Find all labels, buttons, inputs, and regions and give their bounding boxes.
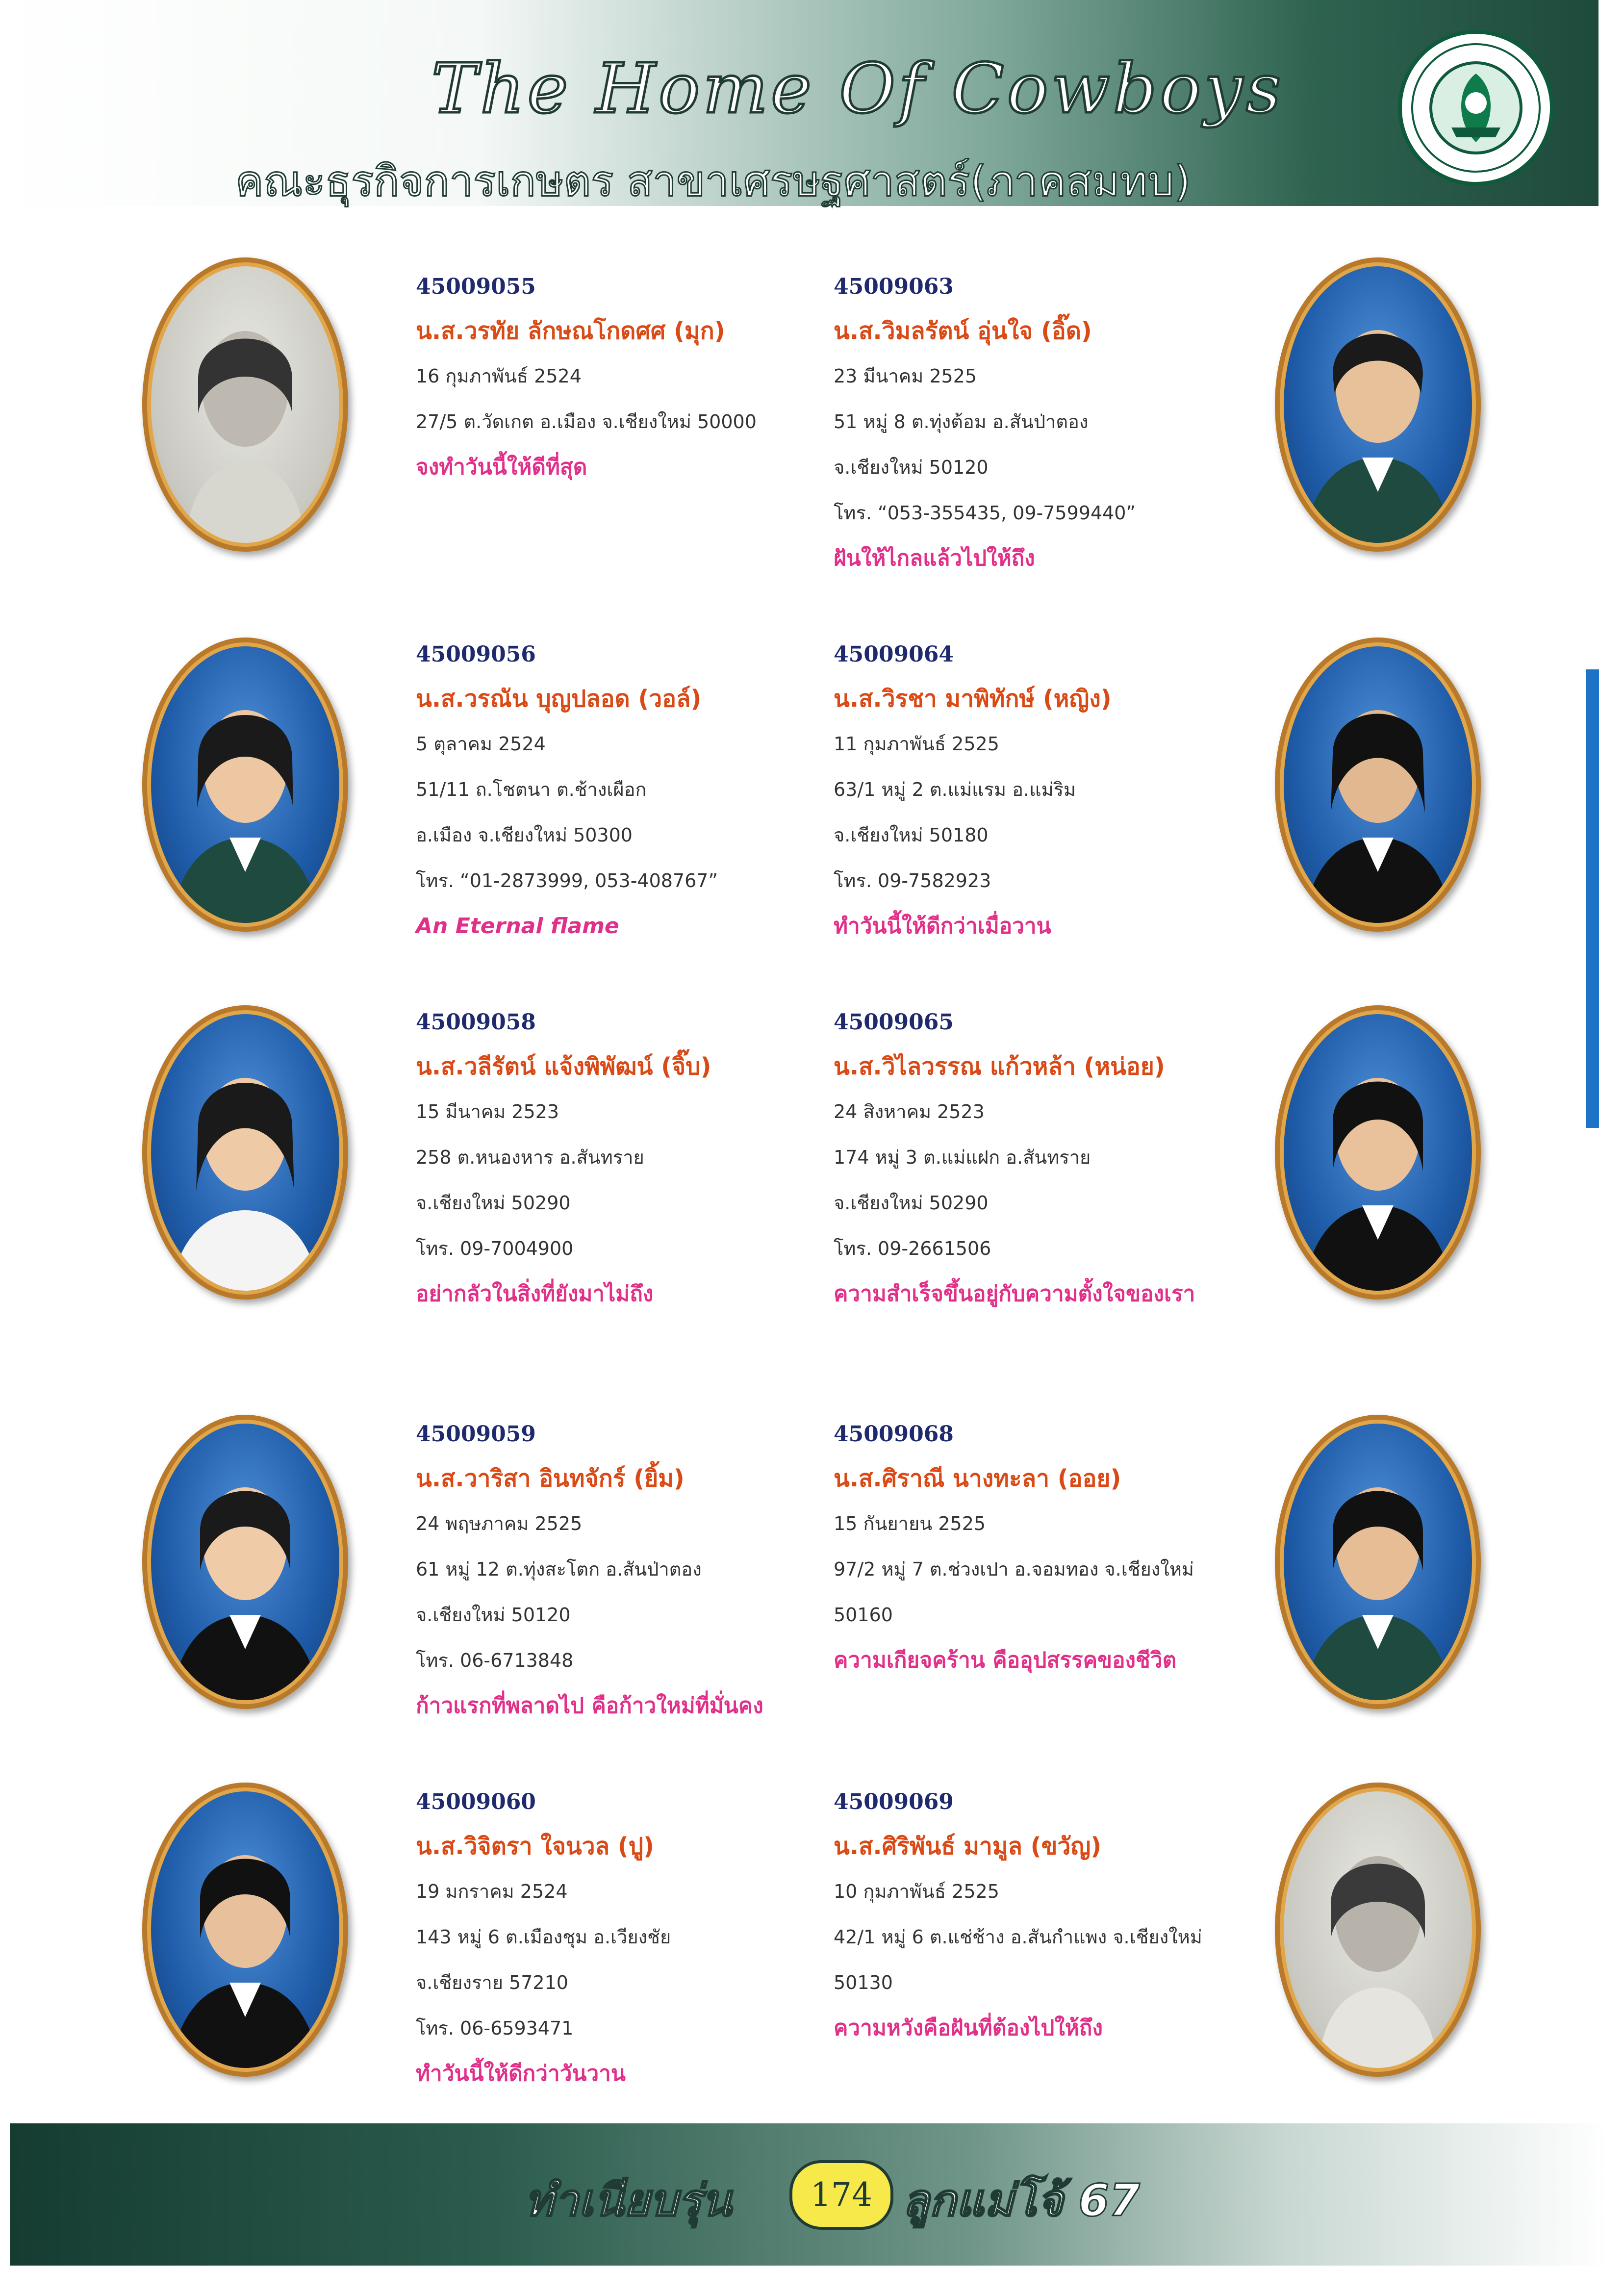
student-card-45009069 — [834, 1785, 1206, 2057]
student-province: จ.เชียงใหม่ 50290 — [416, 1192, 571, 1214]
student-address: 97/2 หมู่ 7 ต.ช่วงเปา อ.จอมทอง จ.เชียงใหม่ — [834, 1558, 1194, 1580]
student-birthdate: 15 มีนาคม 2523 — [416, 1101, 559, 1122]
student-province: จ.เชียงใหม่ 50180 — [834, 824, 989, 846]
footer-title-right: ลูกแม่โจ้ 67 — [902, 2175, 1140, 2226]
student-photo-45009064 — [1275, 638, 1481, 932]
student-phone: โทร. 09-7004900 — [416, 1238, 574, 1259]
student-birthdate: 10 กุมภาพันธ์ 2525 — [834, 1881, 999, 1902]
student-birthdate: 5 ตุลาคม 2524 — [416, 733, 546, 755]
student-motto: ฝันให้ไกลแล้วไปให้ถึง — [834, 546, 1035, 571]
student-birthdate: 19 มกราคม 2524 — [416, 1881, 568, 1902]
student-photo-45009063 — [1275, 257, 1481, 552]
student-photo-45009055 — [142, 257, 348, 552]
student-card-45009068 — [834, 1417, 1206, 1689]
student-phone: โทร. 09-7582923 — [834, 870, 991, 892]
student-phone: โทร. 06-6593471 — [416, 2017, 574, 2039]
student-address: 174 หมู่ 3 ต.แม่แฝก อ.สันทราย — [834, 1147, 1091, 1168]
student-motto: ความหวังคือฝันที่ต้องไปให้ถึง — [834, 2015, 1103, 2040]
student-address: 61 หมู่ 12 ต.ทุ่งสะโตก อ.สันป่าตอง — [416, 1558, 702, 1580]
student-birthdate: 16 กุมภาพันธ์ 2524 — [416, 365, 582, 387]
student-birthdate: 11 กุมภาพันธ์ 2525 — [834, 733, 999, 755]
student-motto: ทำวันนี้ให้ดีกว่าวันวาน — [416, 2061, 626, 2086]
student-card-45009056 — [416, 638, 788, 955]
student-province: อ.เมือง จ.เชียงใหม่ 50300 — [416, 824, 633, 846]
footer-title-left: ทำเนียบรุ่น — [525, 2175, 732, 2226]
student-phone: โทร. “01-2873999, 053-408767” — [416, 870, 718, 892]
student-photo-45009056 — [142, 638, 348, 932]
student-photo-45009060 — [142, 1783, 348, 2077]
student-address: 42/1 หมู่ 6 ต.แช่ช้าง อ.สันกำแพง จ.เชียงใหม่ — [834, 1926, 1202, 1948]
student-province: จ.เชียงใหม่ 50120 — [416, 1604, 571, 1626]
student-card-45009065 — [834, 1005, 1206, 1323]
page-subtitle: คณะธุรกิจการเกษตร สาขาเศรษฐศาสตร์(ภาคสมทบ) — [235, 157, 1191, 206]
student-birthdate: 23 มีนาคม 2525 — [834, 365, 977, 387]
student-photo-45009065 — [1275, 1005, 1481, 1300]
student-photo-45009059 — [142, 1415, 348, 1709]
student-address: 63/1 หมู่ 2 ต.แม่แรม อ.แม่ริม — [834, 779, 1076, 800]
page-title: The Home Of Cowboys — [431, 49, 1284, 129]
student-province: จ.เชียงใหม่ 50290 — [834, 1192, 989, 1214]
student-phone: โทร. “053-355435, 09-7599440” — [834, 502, 1136, 524]
student-card-45009055 — [416, 270, 788, 496]
student-address: 27/5 ต.วัดเกต อ.เมือง จ.เชียงใหม่ 50000 — [416, 411, 757, 433]
side-accent-bar — [1586, 669, 1599, 1128]
student-phone: โทร. 09-2661506 — [834, 1238, 991, 1259]
student-motto: ทำวันนี้ให้ดีกว่าเมื่อวาน — [834, 914, 1051, 939]
student-card-45009058 — [416, 1005, 788, 1323]
student-name: น.ส.วิไลวรรณ แก้วหล้า (หน่อย) — [834, 1053, 1165, 1080]
student-card-45009060 — [416, 1785, 788, 2102]
student-name: น.ส.วิรชา มาพิทักษ์ (หญิง) — [834, 685, 1112, 713]
student-birthdate: 15 กันยายน 2525 — [834, 1513, 986, 1534]
student-name: น.ส.ศิริพันธ์ มามูล (ขวัญ) — [834, 1833, 1102, 1860]
student-id: 45009058 — [416, 1010, 536, 1035]
student-address: 51 หมู่ 8 ต.ทุ่งต้อม อ.สันป่าตอง — [834, 411, 1089, 433]
student-photo-45009068 — [1275, 1415, 1481, 1709]
student-province: จ.เชียงใหม่ 50120 — [834, 457, 989, 478]
student-id: 45009064 — [834, 642, 954, 667]
student-card-45009063 — [834, 270, 1206, 587]
university-seal-icon — [1397, 29, 1554, 186]
student-name: น.ส.วลีรัตน์ แจ้งพิพัฒน์ (จิ๊บ) — [416, 1053, 711, 1080]
student-address: 143 หมู่ 6 ต.เมืองชุม อ.เวียงชัย — [416, 1926, 671, 1948]
student-photo-45009069 — [1275, 1783, 1481, 2077]
student-photo-45009058 — [142, 1005, 348, 1300]
student-motto: ก้าวแรกที่พลาดไป คือก้าวใหม่ที่มั่นคง — [416, 1693, 763, 1718]
student-id: 45009068 — [834, 1422, 954, 1447]
student-postcode: 50160 — [834, 1604, 893, 1626]
student-id: 45009056 — [416, 642, 536, 667]
student-name: น.ส.วิจิตรา ใจนวล (ปู) — [416, 1833, 655, 1860]
student-birthdate: 24 พฤษภาคม 2525 — [416, 1513, 583, 1534]
student-phone: โทร. 06-6713848 — [416, 1650, 574, 1671]
student-motto: ความเกียจคร้าน คืออุปสรรคของชีวิต — [834, 1648, 1177, 1673]
page-number: 174 — [789, 2160, 893, 2230]
student-card-45009059 — [416, 1417, 788, 1734]
student-motto: ความสำเร็จขึ้นอยู่กับความตั้งใจของเรา — [834, 1281, 1195, 1306]
student-card-45009064 — [834, 638, 1206, 955]
student-address: 51/11 ถ.โชตนา ต.ช้างเผือก — [416, 779, 647, 800]
student-id: 45009060 — [416, 1789, 536, 1814]
student-name: น.ส.วรณัน บุญปลอด (วอล์) — [416, 685, 702, 713]
student-birthdate: 24 สิงหาคม 2523 — [834, 1101, 985, 1122]
student-id: 45009055 — [416, 274, 536, 299]
student-id: 45009065 — [834, 1010, 954, 1035]
student-id: 45009063 — [834, 274, 954, 299]
student-province: จ.เชียงราย 57210 — [416, 1972, 568, 1993]
student-motto: An Eternal flame — [416, 914, 619, 939]
student-motto: จงทำวันนี้ให้ดีที่สุด — [416, 455, 587, 480]
student-name: น.ส.วรทัย ลักษณโกดศศ (มุก) — [416, 317, 725, 345]
student-id: 45009069 — [834, 1789, 954, 1814]
student-motto: อย่ากลัวในสิ่งที่ยังมาไม่ถึง — [416, 1281, 654, 1306]
student-name: น.ส.วิมลรัตน์ อุ่นใจ (อิ๊ด) — [834, 317, 1092, 345]
student-name: น.ส.วาริสา อินทจักร์ (ยิ้ม) — [416, 1465, 685, 1492]
student-name: น.ส.ศิราณี นางทะลา (ออย) — [834, 1465, 1121, 1492]
student-postcode: 50130 — [834, 1972, 893, 1993]
student-id: 45009059 — [416, 1422, 536, 1447]
student-address: 258 ต.หนองหาร อ.สันทราย — [416, 1147, 644, 1168]
